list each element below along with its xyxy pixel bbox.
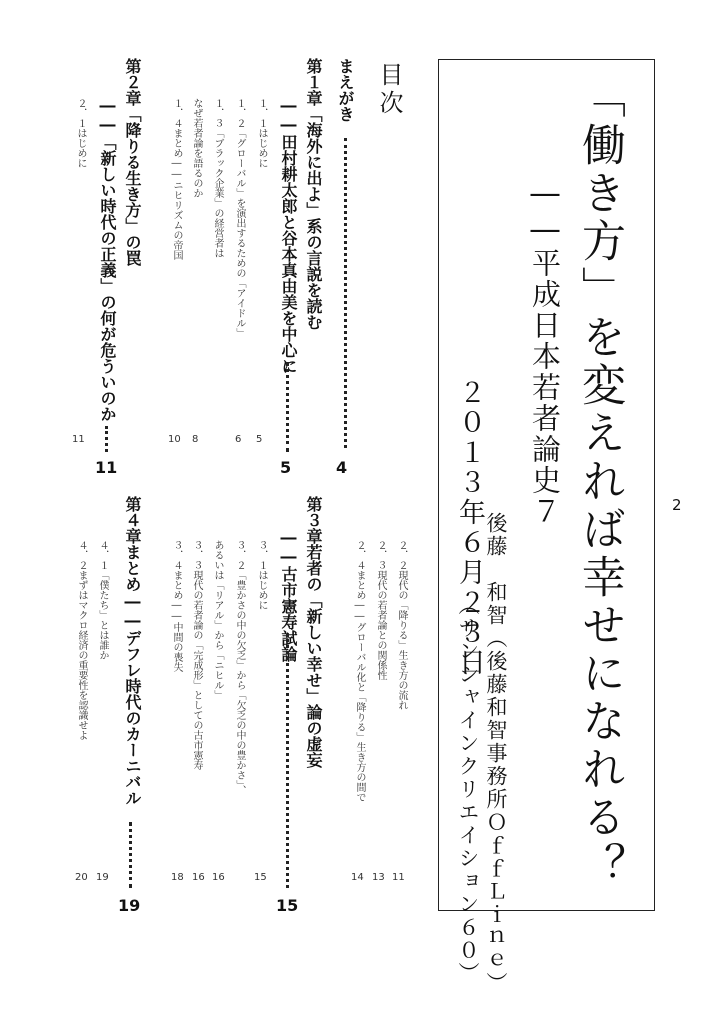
toc-page-number: 5 [280,458,292,477]
toc-section-page: 11 [72,434,85,445]
toc-leader-dots [129,822,132,888]
toc-section: ３．３現代の若者論の「完成形」としての古市憲寿 [191,540,202,770]
book-subtitle: ――平成日本若者論史７ [528,176,562,527]
toc-section-page: 5 [256,434,263,445]
toc-chapter-subtitle: ――田村耕太郎と谷本真由美を中心に [279,96,298,374]
toc-chapter-subtitle: ――古市憲寿試論 [279,528,298,662]
toc-chapter-subtitle: ――「新しい時代の正義」の何が危ういのか [98,96,117,422]
author: 後藤 和智（後藤和智事務所ＯｆｆＬｉｎｅ） [484,512,508,995]
toc-section: ２．４まとめ――グローバル化と「降りる」生き方の間で [354,540,365,802]
toc-section-page: 16 [212,872,225,883]
toc-leader-dots [286,362,289,452]
toc-section-page: 11 [392,872,405,883]
toc-leader-dots [344,138,347,448]
toc-section: ３．２「豊かさの中の欠乏」から「欠乏の中の豊かさ」、 [234,540,245,795]
toc-page-number: 4 [336,458,348,477]
toc-section: なぜ若者論を語るのか [191,98,202,198]
book-title: 「働き方」を変えれば幸せになれる？ [574,74,625,890]
toc-section-page: 18 [171,872,184,883]
event-name: （サンシャインクリエイション６０） [456,594,480,985]
toc-section: ２．３現代の若者論との関係性 [375,540,386,680]
page-number: 2 [672,496,682,514]
toc-chapter-title: 第２章「降りる生き方」の罠 [123,58,142,266]
toc-preface-label: まえがき [336,58,355,122]
toc-section-page: 10 [168,434,181,445]
toc-section: ４．２まずはマクロ経済の重要性を認識せよ [76,540,87,740]
toc-page-number: 11 [95,458,118,477]
toc-chapter-title: 第４章まとめ――デフレ時代のカーニバル [123,496,142,806]
toc-section: ３．１はじめに [256,540,267,610]
toc-leader-dots [105,426,108,452]
toc-chapter-title: 第１章「海外に出よ」系の言説を読む [304,58,323,330]
toc-leader-dots [286,634,289,888]
toc-section: １．１はじめに [256,98,267,168]
toc-page-number: 19 [118,896,141,915]
toc-section-page: 16 [192,872,205,883]
toc-section-page: 13 [372,872,385,883]
toc-section-page: 14 [351,872,364,883]
toc-section: １．２「グローバル」を演出するための「アイドル」 [234,98,245,338]
toc-section: １．３「ブラック企業」の経営者は [212,98,223,258]
toc-page-number: 15 [276,896,299,915]
toc-section: ４．１「僕たち」とは誰か [97,540,108,660]
toc-section: １．４まとめ――ニヒリズムの帝国 [171,98,182,260]
toc-section-page: 20 [75,872,88,883]
publication-date: ２０１３年６月２３日 [454,378,485,678]
toc-section: ２．１はじめに [75,98,86,168]
toc-section-page: 8 [192,434,199,445]
toc-section: ３．４まとめ――中間の喪失 [171,540,182,672]
toc-section-page: 15 [254,872,267,883]
toc-section-page: 19 [96,872,109,883]
toc-heading: 目次 [375,62,403,118]
toc-section: あるいは「リアル」から「ニヒル」 [212,540,223,700]
toc-section: ２．２現代の「降りる」生き方の流れ [396,540,407,710]
toc-section-page: 6 [235,434,242,445]
toc-chapter-title: 第３章若者の「新しい幸せ」論の虚妄 [304,496,323,768]
